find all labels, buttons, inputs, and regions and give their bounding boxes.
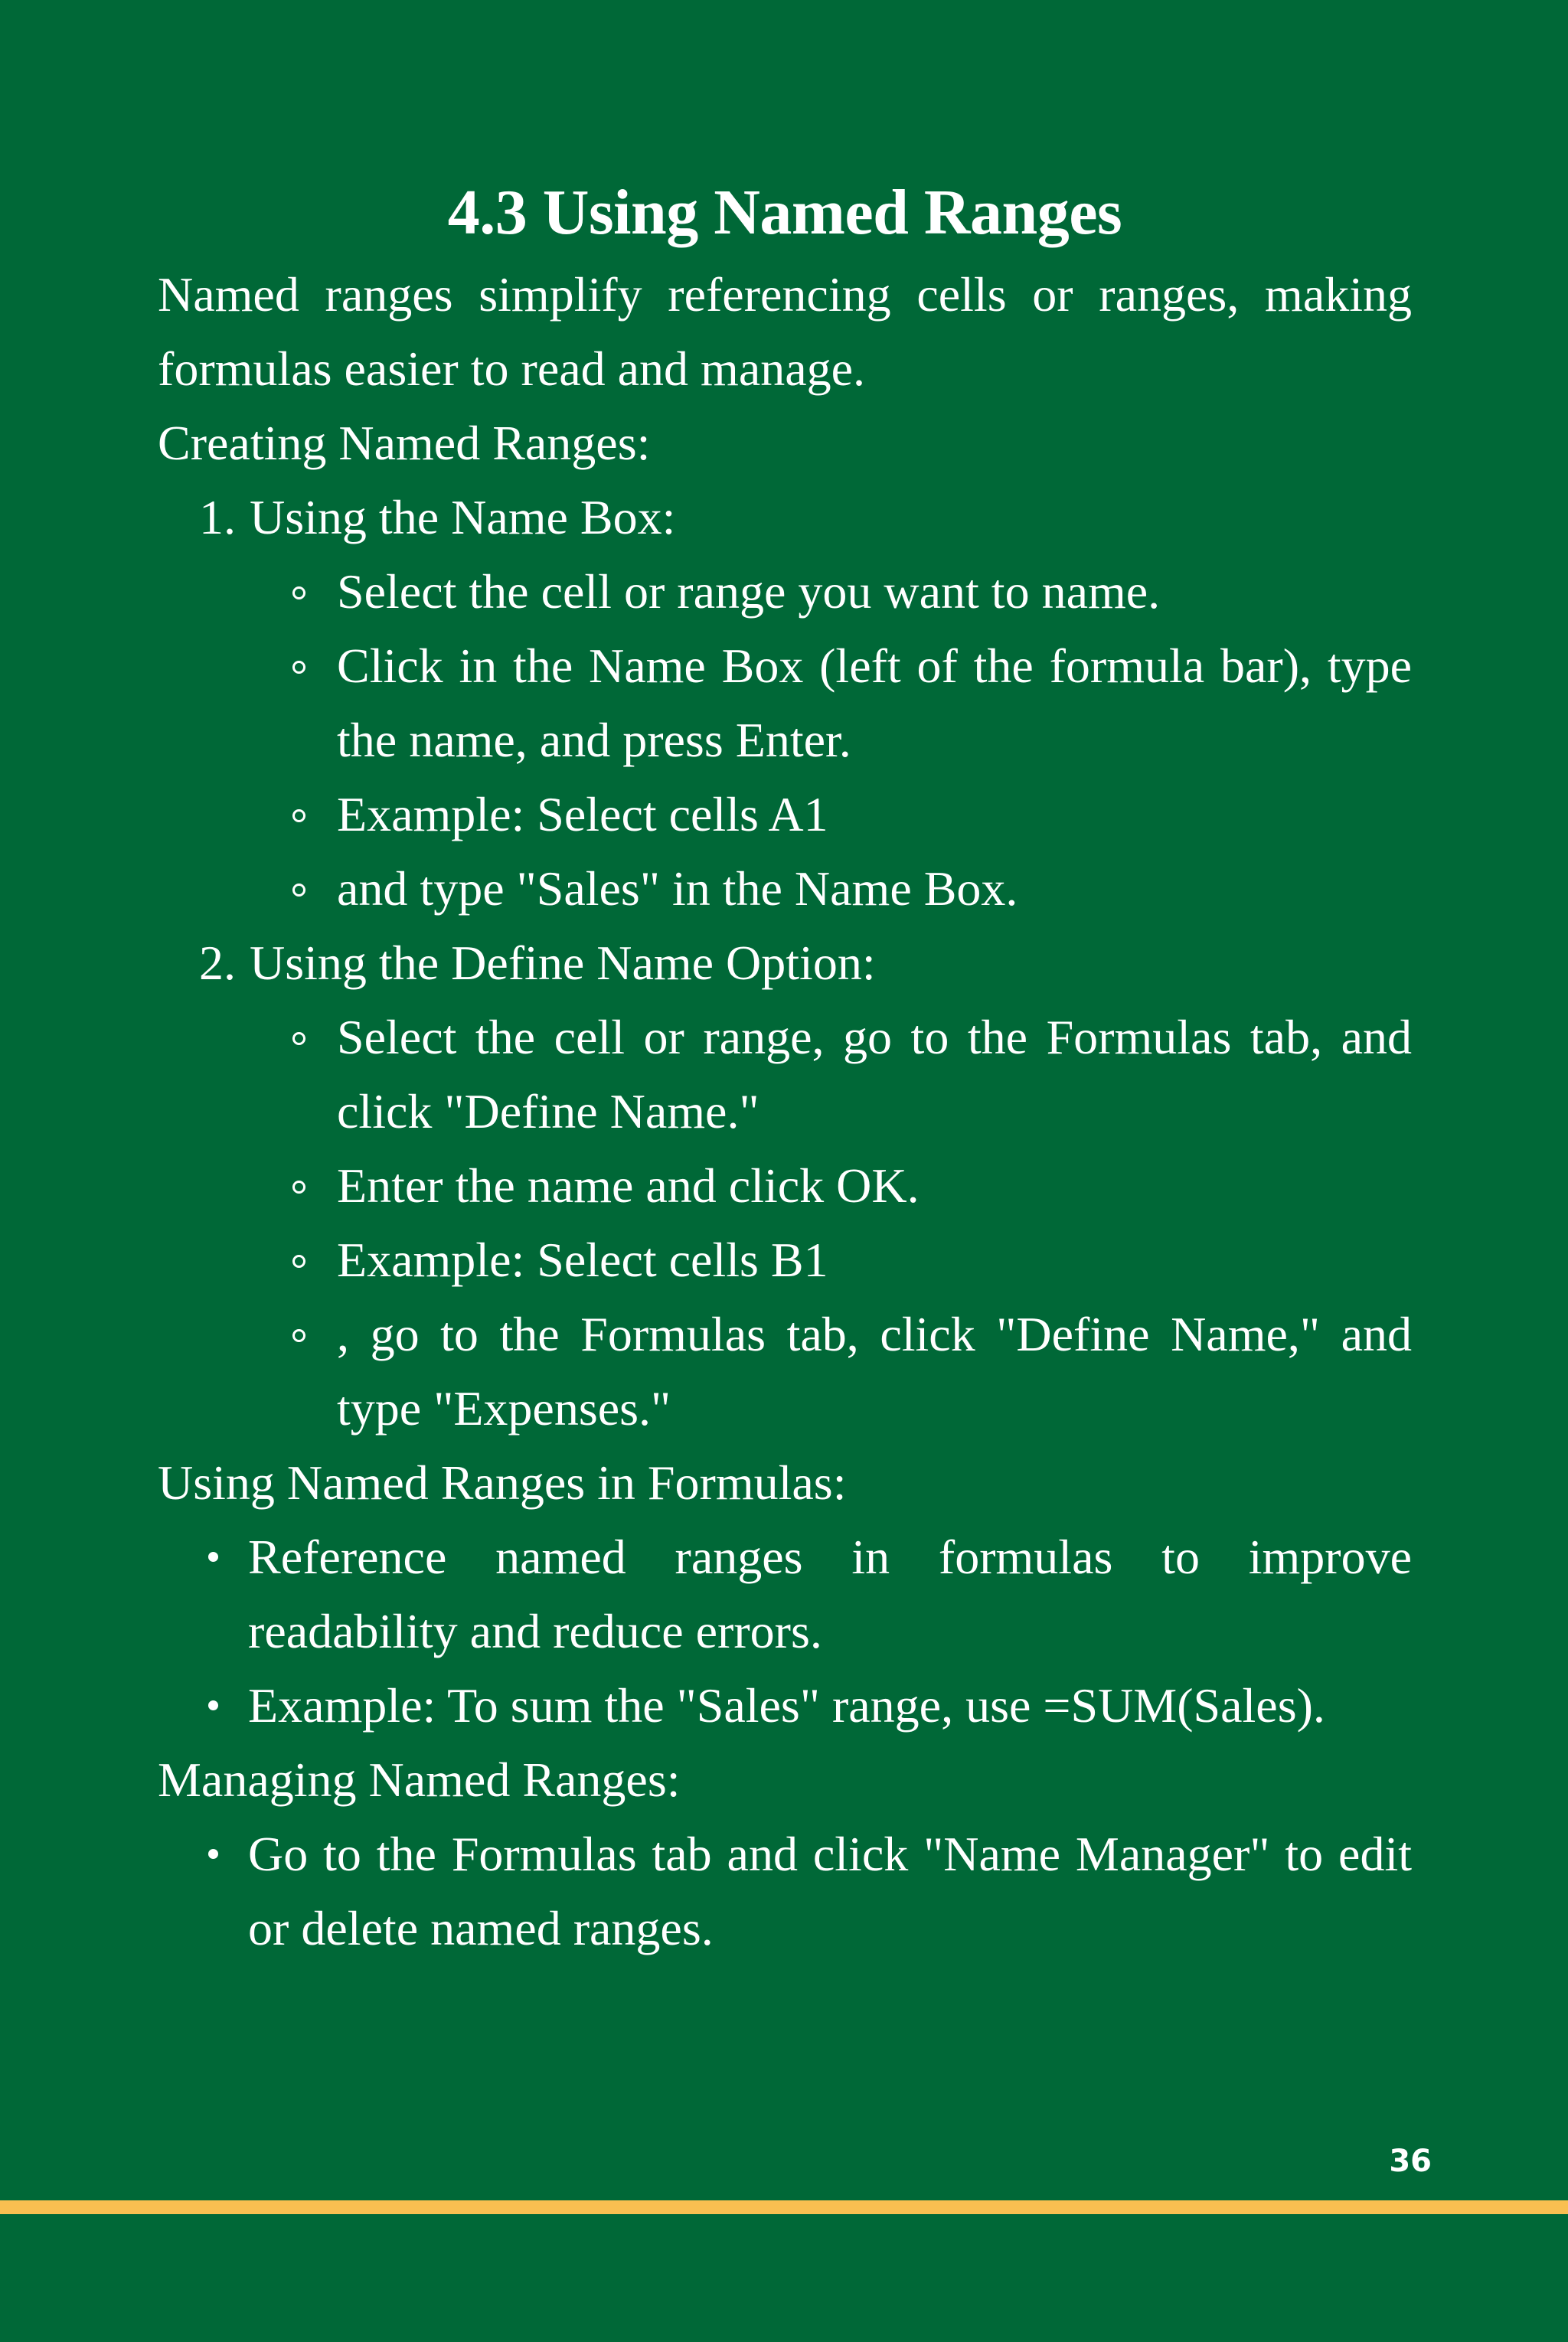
page-title: 4.3 Using Named Ranges [447, 177, 1122, 248]
bullet-item: Reference named ranges in formulas to improve readability and reduce errors. [158, 1520, 1412, 1668]
sub-list-item: Select the cell or range, go to the Formulas tab, and click "Define Name." [158, 1000, 1412, 1148]
step-define-name [158, 926, 1412, 1445]
sub-list-item: Enter the name and click OK. [158, 1148, 1412, 1223]
intro-paragraph: Named ranges simplify referencing cells or ranges, making formulas easier to read and manage. [158, 267, 1412, 396]
creating-heading: Creating Named Ranges: [158, 416, 651, 470]
step-label: Using the Name Box: [250, 490, 676, 544]
footer-rule [0, 2200, 1568, 2214]
bullet-item: Go to the Formulas tab and click "Name Manager" to edit or delete named ranges. [158, 1817, 1412, 1965]
sub-list-item: Example: Select cells A1 [158, 777, 1412, 851]
managing-list [158, 1817, 1412, 1965]
step-number: 1. [199, 490, 236, 544]
step-sub-list [250, 554, 1412, 926]
bullet-item: Example: To sum the "Sales" range, use =SUM(Sales). [158, 1668, 1412, 1743]
page-number: 36 [1389, 2144, 1432, 2179]
sub-list-item: , go to the Formulas tab, click "Define Name," and type "Expenses." [158, 1297, 1412, 1445]
sub-list-item: Click in the Name Box (left of the formula bar), type the name, and press Enter. [158, 629, 1412, 777]
managing-heading: Managing Named Ranges: [158, 1752, 681, 1807]
step-number: 2. [199, 936, 236, 990]
body-text [158, 257, 1412, 1965]
step-name-box [158, 480, 1412, 926]
creating-steps [158, 480, 1412, 1445]
using-list [158, 1520, 1412, 1743]
sub-list-item: Select the cell or range you want to name. [158, 554, 1412, 629]
step-sub-list [250, 1000, 1412, 1445]
page-content [158, 167, 1412, 1965]
step-label: Using the Define Name Option: [250, 936, 876, 990]
sub-list-item: and type "Sales" in the Name Box. [158, 851, 1412, 926]
using-heading: Using Named Ranges in Formulas: [158, 1455, 847, 1510]
sub-list-item: Example: Select cells B1 [158, 1223, 1412, 1297]
